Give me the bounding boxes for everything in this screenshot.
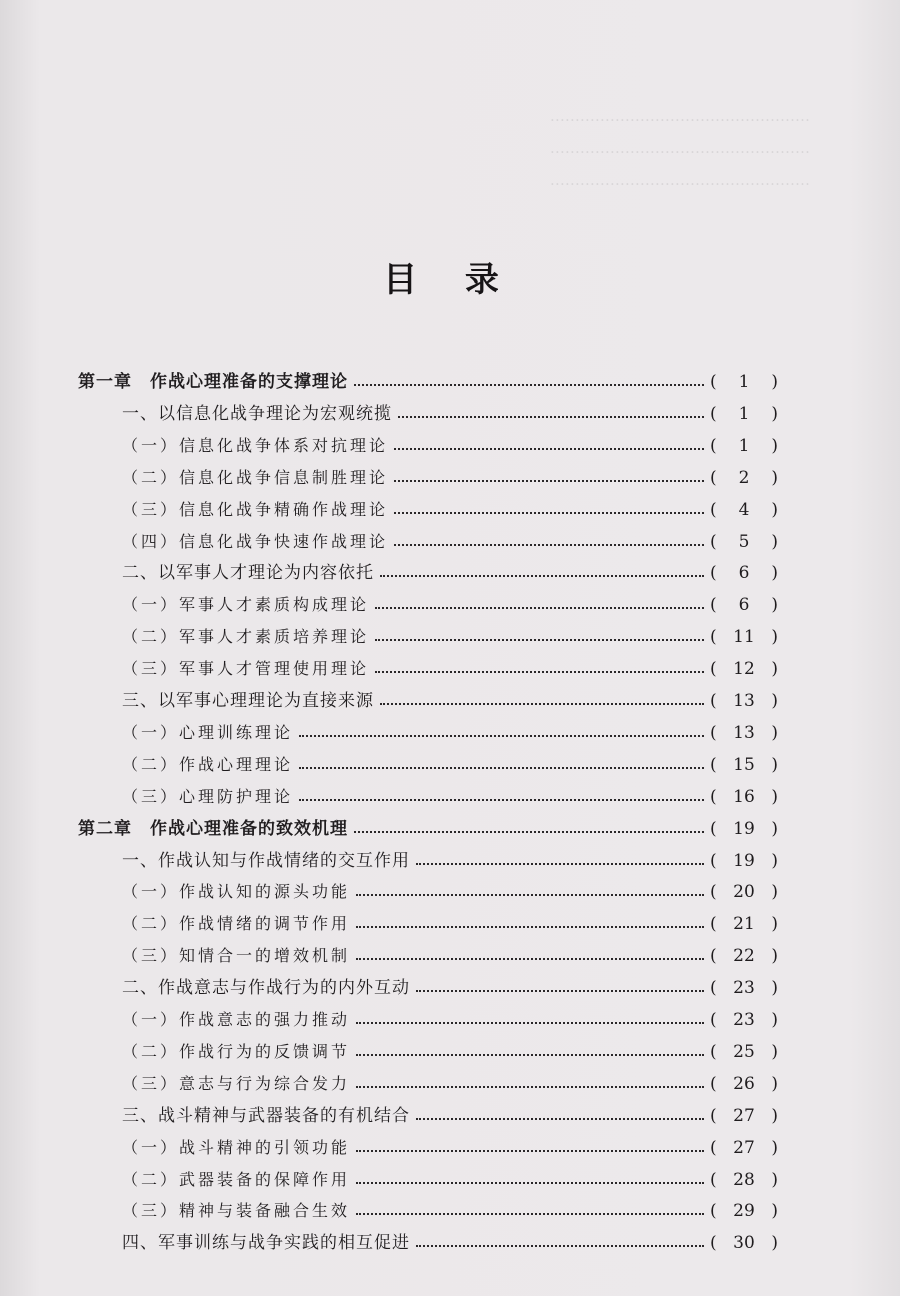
toc-entry-label: 二、以军事人才理论为内容依托 — [122, 563, 374, 584]
close-paren: ) — [771, 882, 778, 903]
close-paren: ) — [771, 563, 778, 584]
toc-entry-label: （三）信息化战争精确作战理论 — [122, 499, 389, 519]
toc-page-number — [710, 1106, 778, 1126]
page-number-value: 29 — [733, 1201, 755, 1222]
toc-subsection-entry[interactable] — [78, 1160, 778, 1190]
page-number-value: 26 — [733, 1073, 755, 1094]
toc-subsection-entry[interactable] — [78, 649, 778, 679]
dot-leader — [356, 1054, 704, 1056]
dot-leader — [416, 863, 704, 865]
open-paren: ( — [710, 786, 717, 807]
toc-page-number — [710, 404, 778, 424]
toc-section-entry[interactable] — [78, 968, 778, 998]
toc-page-number — [710, 595, 778, 615]
page-number-value: 5 — [738, 531, 750, 552]
toc-page-number — [710, 372, 778, 392]
close-paren: ) — [771, 850, 778, 871]
toc-section-entry[interactable] — [78, 1223, 778, 1253]
toc-subsection-entry[interactable] — [78, 1191, 778, 1221]
page-number-value: 4 — [738, 499, 750, 520]
toc-entry-label: （二）作战行为的反馈调节 — [122, 1041, 351, 1061]
toc-subsection-entry[interactable] — [78, 585, 778, 615]
dot-leader — [356, 894, 704, 896]
page-number-value: 22 — [733, 946, 755, 967]
page-number-value: 1 — [738, 435, 750, 456]
close-paren: ) — [771, 914, 778, 935]
page-number-value: 30 — [733, 1233, 755, 1254]
open-paren: ( — [710, 627, 717, 648]
dot-leader — [416, 1245, 704, 1247]
open-paren: ( — [710, 754, 717, 775]
page-number-value: 12 — [733, 659, 755, 680]
dot-leader — [356, 1086, 704, 1088]
page-number-value: 6 — [738, 595, 750, 616]
toc-entry-label: （一）心理训练理论 — [122, 722, 294, 742]
page-number-value: 21 — [733, 914, 755, 935]
toc-page-number — [710, 882, 778, 902]
dot-leader — [380, 703, 704, 705]
page-number-value: 1 — [738, 403, 750, 424]
toc-entry-label: （三）知情合一的增效机制 — [122, 946, 351, 966]
toc-section-entry[interactable] — [78, 394, 778, 424]
toc-subsection-entry[interactable] — [78, 936, 778, 966]
toc-entry-label: （三）心理防护理论 — [122, 786, 294, 806]
open-paren: ( — [710, 1073, 717, 1094]
page-number-value: 1 — [738, 372, 750, 392]
toc-subsection-entry[interactable] — [78, 777, 778, 807]
toc-entry-label: 三、战斗精神与武器装备的有机结合 — [122, 1105, 410, 1126]
dot-leader — [299, 735, 704, 737]
close-paren: ) — [771, 1201, 778, 1222]
close-paren: ) — [771, 1169, 778, 1190]
toc-section-entry[interactable] — [78, 841, 778, 871]
dot-leader — [299, 799, 704, 801]
dot-leader — [394, 448, 704, 450]
page-title: 目 录 — [383, 260, 517, 300]
open-paren: ( — [710, 850, 717, 871]
page-number-value: 20 — [733, 882, 755, 903]
toc-entry-label: 一、作战认知与作战情绪的交互作用 — [122, 850, 410, 871]
toc-page-number — [710, 1170, 778, 1190]
toc-entry-label: （二）武器装备的保障作用 — [122, 1169, 351, 1189]
toc-page-number — [710, 1074, 778, 1094]
toc-entry-label: 三、以军事心理理论为直接来源 — [122, 691, 374, 711]
open-paren: ( — [710, 1137, 717, 1158]
dot-leader — [354, 384, 704, 386]
toc-subsection-entry[interactable] — [78, 522, 778, 552]
toc-subsection-entry[interactable] — [78, 617, 778, 647]
page-number-value: 23 — [733, 1010, 755, 1030]
dot-leader — [356, 1213, 704, 1215]
dot-leader — [356, 1022, 704, 1024]
toc-subsection-entry[interactable] — [78, 904, 778, 934]
toc-entry-label: 二、作战意志与作战行为的内外互动 — [122, 978, 410, 999]
dot-leader — [375, 639, 704, 641]
toc-page-number — [710, 627, 778, 647]
toc-entry-label: （三）精神与装备融合生效 — [122, 1201, 351, 1221]
toc-entry-label: （一）军事人才素质构成理论 — [122, 595, 370, 615]
toc-subsection-entry[interactable] — [78, 745, 778, 775]
toc-entry-label: （一）作战认知的源头功能 — [122, 882, 351, 902]
close-paren: ) — [771, 627, 778, 648]
toc-page-number — [710, 1233, 778, 1253]
toc-subsection-entry[interactable] — [78, 490, 778, 520]
toc-entry-label: （二）作战情绪的调节作用 — [122, 914, 351, 934]
page-number-value: 25 — [733, 1041, 755, 1062]
page-number-value: 28 — [733, 1169, 755, 1190]
toc-entry-label: （三）军事人才管理使用理论 — [122, 659, 370, 679]
toc-entry-label: （一）信息化战争体系对抗理论 — [122, 435, 389, 455]
open-paren: ( — [710, 1169, 717, 1190]
toc-page-number — [710, 691, 778, 711]
open-paren: ( — [710, 1010, 717, 1030]
toc-entry-label: 一、以信息化战争理论为宏观统揽 — [122, 403, 392, 424]
toc-subsection-entry[interactable] — [78, 1000, 778, 1030]
close-paren: ) — [771, 978, 778, 999]
close-paren: ) — [771, 531, 778, 552]
page-number-value: 27 — [733, 1137, 755, 1158]
toc-page-number — [710, 851, 778, 871]
toc-page-number — [710, 723, 778, 743]
open-paren: ( — [710, 403, 717, 424]
close-paren: ) — [771, 1010, 778, 1030]
close-paren: ) — [771, 818, 778, 839]
dot-leader — [394, 480, 704, 482]
toc-page-number — [710, 819, 778, 839]
toc-chapter-entry[interactable] — [78, 362, 778, 392]
toc-section-entry[interactable] — [78, 553, 778, 583]
toc-entry-label: （二）军事人才素质培养理论 — [122, 627, 370, 647]
toc-page-number — [710, 563, 778, 583]
page-number-value: 13 — [733, 722, 755, 743]
dot-leader — [394, 544, 704, 546]
toc-entry-label: （一）作战意志的强力推动 — [122, 1010, 351, 1029]
toc-page-number — [710, 659, 778, 679]
toc-section-entry[interactable] — [78, 1096, 778, 1126]
close-paren: ) — [771, 946, 778, 967]
open-paren: ( — [710, 499, 717, 520]
toc-page-number — [710, 1042, 778, 1062]
close-paren: ) — [771, 1073, 778, 1094]
open-paren: ( — [710, 595, 717, 616]
close-paren: ) — [771, 403, 778, 424]
bleed-through-text: ‥‥‥‥‥‥‥‥‥‥‥‥‥‥‥‥‥‥‥‥‥‥‥‥‥‥ ‥‥‥‥‥‥‥‥‥‥‥‥‥‥‥‥‥‥‥‥‥‥‥‥‥‥ ‥‥‥‥‥‥‥‥‥‥‥‥‥‥‥‥‥‥‥‥‥‥‥‥‥‥ — [549, 107, 810, 189]
toc-page-number — [710, 1138, 778, 1158]
close-paren: ) — [771, 595, 778, 616]
toc-page-number — [710, 500, 778, 520]
toc-entry-label: （一）战斗精神的引领功能 — [122, 1137, 351, 1157]
toc-subsection-entry[interactable] — [78, 1128, 778, 1158]
toc-page-number — [710, 914, 778, 934]
open-paren: ( — [710, 563, 717, 584]
close-paren: ) — [771, 1105, 778, 1126]
page-number-value: 2 — [738, 467, 750, 488]
open-paren: ( — [710, 914, 717, 935]
toc-page-number — [710, 946, 778, 966]
toc-page-number — [710, 532, 778, 552]
open-paren: ( — [710, 1105, 717, 1126]
toc-entry-label: （四）信息化战争快速作战理论 — [122, 531, 389, 551]
close-paren: ) — [771, 372, 778, 392]
page-number-value: 23 — [733, 978, 755, 999]
toc-entry-label: （二）信息化战争信息制胜理论 — [122, 467, 389, 487]
close-paren: ) — [771, 1137, 778, 1158]
page-number-value: 11 — [733, 627, 755, 648]
dot-leader — [380, 575, 704, 577]
open-paren: ( — [710, 467, 717, 488]
toc-page-number — [710, 787, 778, 807]
dot-leader — [375, 607, 704, 609]
open-paren: ( — [710, 435, 717, 456]
page-number-value: 19 — [733, 818, 755, 839]
toc-page-number — [710, 1010, 778, 1030]
close-paren: ) — [771, 1233, 778, 1254]
toc-subsection-entry[interactable] — [78, 1064, 778, 1094]
toc-page-number — [710, 755, 778, 775]
open-paren: ( — [710, 659, 717, 680]
close-paren: ) — [771, 722, 778, 743]
toc-section-entry[interactable] — [78, 681, 778, 711]
open-paren: ( — [710, 1233, 717, 1254]
page-number-value: 27 — [733, 1105, 755, 1126]
toc-page-number — [710, 436, 778, 456]
toc-entry-label: 四、军事训练与战争实践的相互促进 — [122, 1233, 410, 1254]
page-number-value: 6 — [738, 563, 750, 584]
toc-page-number — [710, 1201, 778, 1221]
close-paren: ) — [771, 754, 778, 775]
open-paren: ( — [710, 1201, 717, 1222]
toc-page-number — [710, 468, 778, 488]
toc-subsection-entry[interactable] — [78, 458, 778, 488]
open-paren: ( — [710, 372, 717, 392]
open-paren: ( — [710, 531, 717, 552]
dot-leader — [354, 831, 704, 833]
page-number-value: 16 — [733, 786, 755, 807]
page-number-value: 19 — [733, 850, 755, 871]
dot-leader — [398, 416, 704, 418]
open-paren: ( — [710, 978, 717, 999]
toc-entry-label: （二）作战心理理论 — [122, 754, 294, 774]
close-paren: ) — [771, 435, 778, 456]
toc-subsection-entry[interactable] — [78, 713, 778, 743]
dot-leader — [375, 671, 704, 673]
dot-leader — [356, 1182, 704, 1184]
dot-leader — [416, 990, 704, 992]
close-paren: ) — [771, 786, 778, 807]
toc-entry-label: 第二章 作战心理准备的致效机理 — [78, 818, 348, 839]
dot-leader — [356, 926, 704, 928]
page-number-value: 15 — [733, 754, 755, 775]
close-paren: ) — [771, 499, 778, 520]
toc-chapter-entry[interactable] — [78, 809, 778, 839]
close-paren: ) — [771, 467, 778, 488]
close-paren: ) — [771, 659, 778, 680]
dot-leader — [394, 512, 704, 514]
open-paren: ( — [710, 818, 717, 839]
toc-subsection-entry[interactable] — [78, 426, 778, 456]
toc-subsection-entry[interactable] — [78, 872, 778, 902]
toc-entry-label: （三）意志与行为综合发力 — [122, 1073, 351, 1093]
open-paren: ( — [710, 946, 717, 967]
open-paren: ( — [710, 691, 717, 711]
open-paren: ( — [710, 1041, 717, 1062]
open-paren: ( — [710, 722, 717, 743]
open-paren: ( — [710, 882, 717, 903]
toc-entry-label: 第一章 作战心理准备的支撑理论 — [78, 372, 348, 392]
toc-subsection-entry[interactable] — [78, 1032, 778, 1062]
page-number-value: 13 — [733, 691, 755, 711]
dot-leader — [416, 1118, 704, 1120]
close-paren: ) — [771, 1041, 778, 1062]
close-paren: ) — [771, 691, 778, 711]
toc-page-number — [710, 978, 778, 998]
dot-leader — [356, 1150, 704, 1152]
dot-leader — [299, 767, 704, 769]
dot-leader — [356, 958, 704, 960]
